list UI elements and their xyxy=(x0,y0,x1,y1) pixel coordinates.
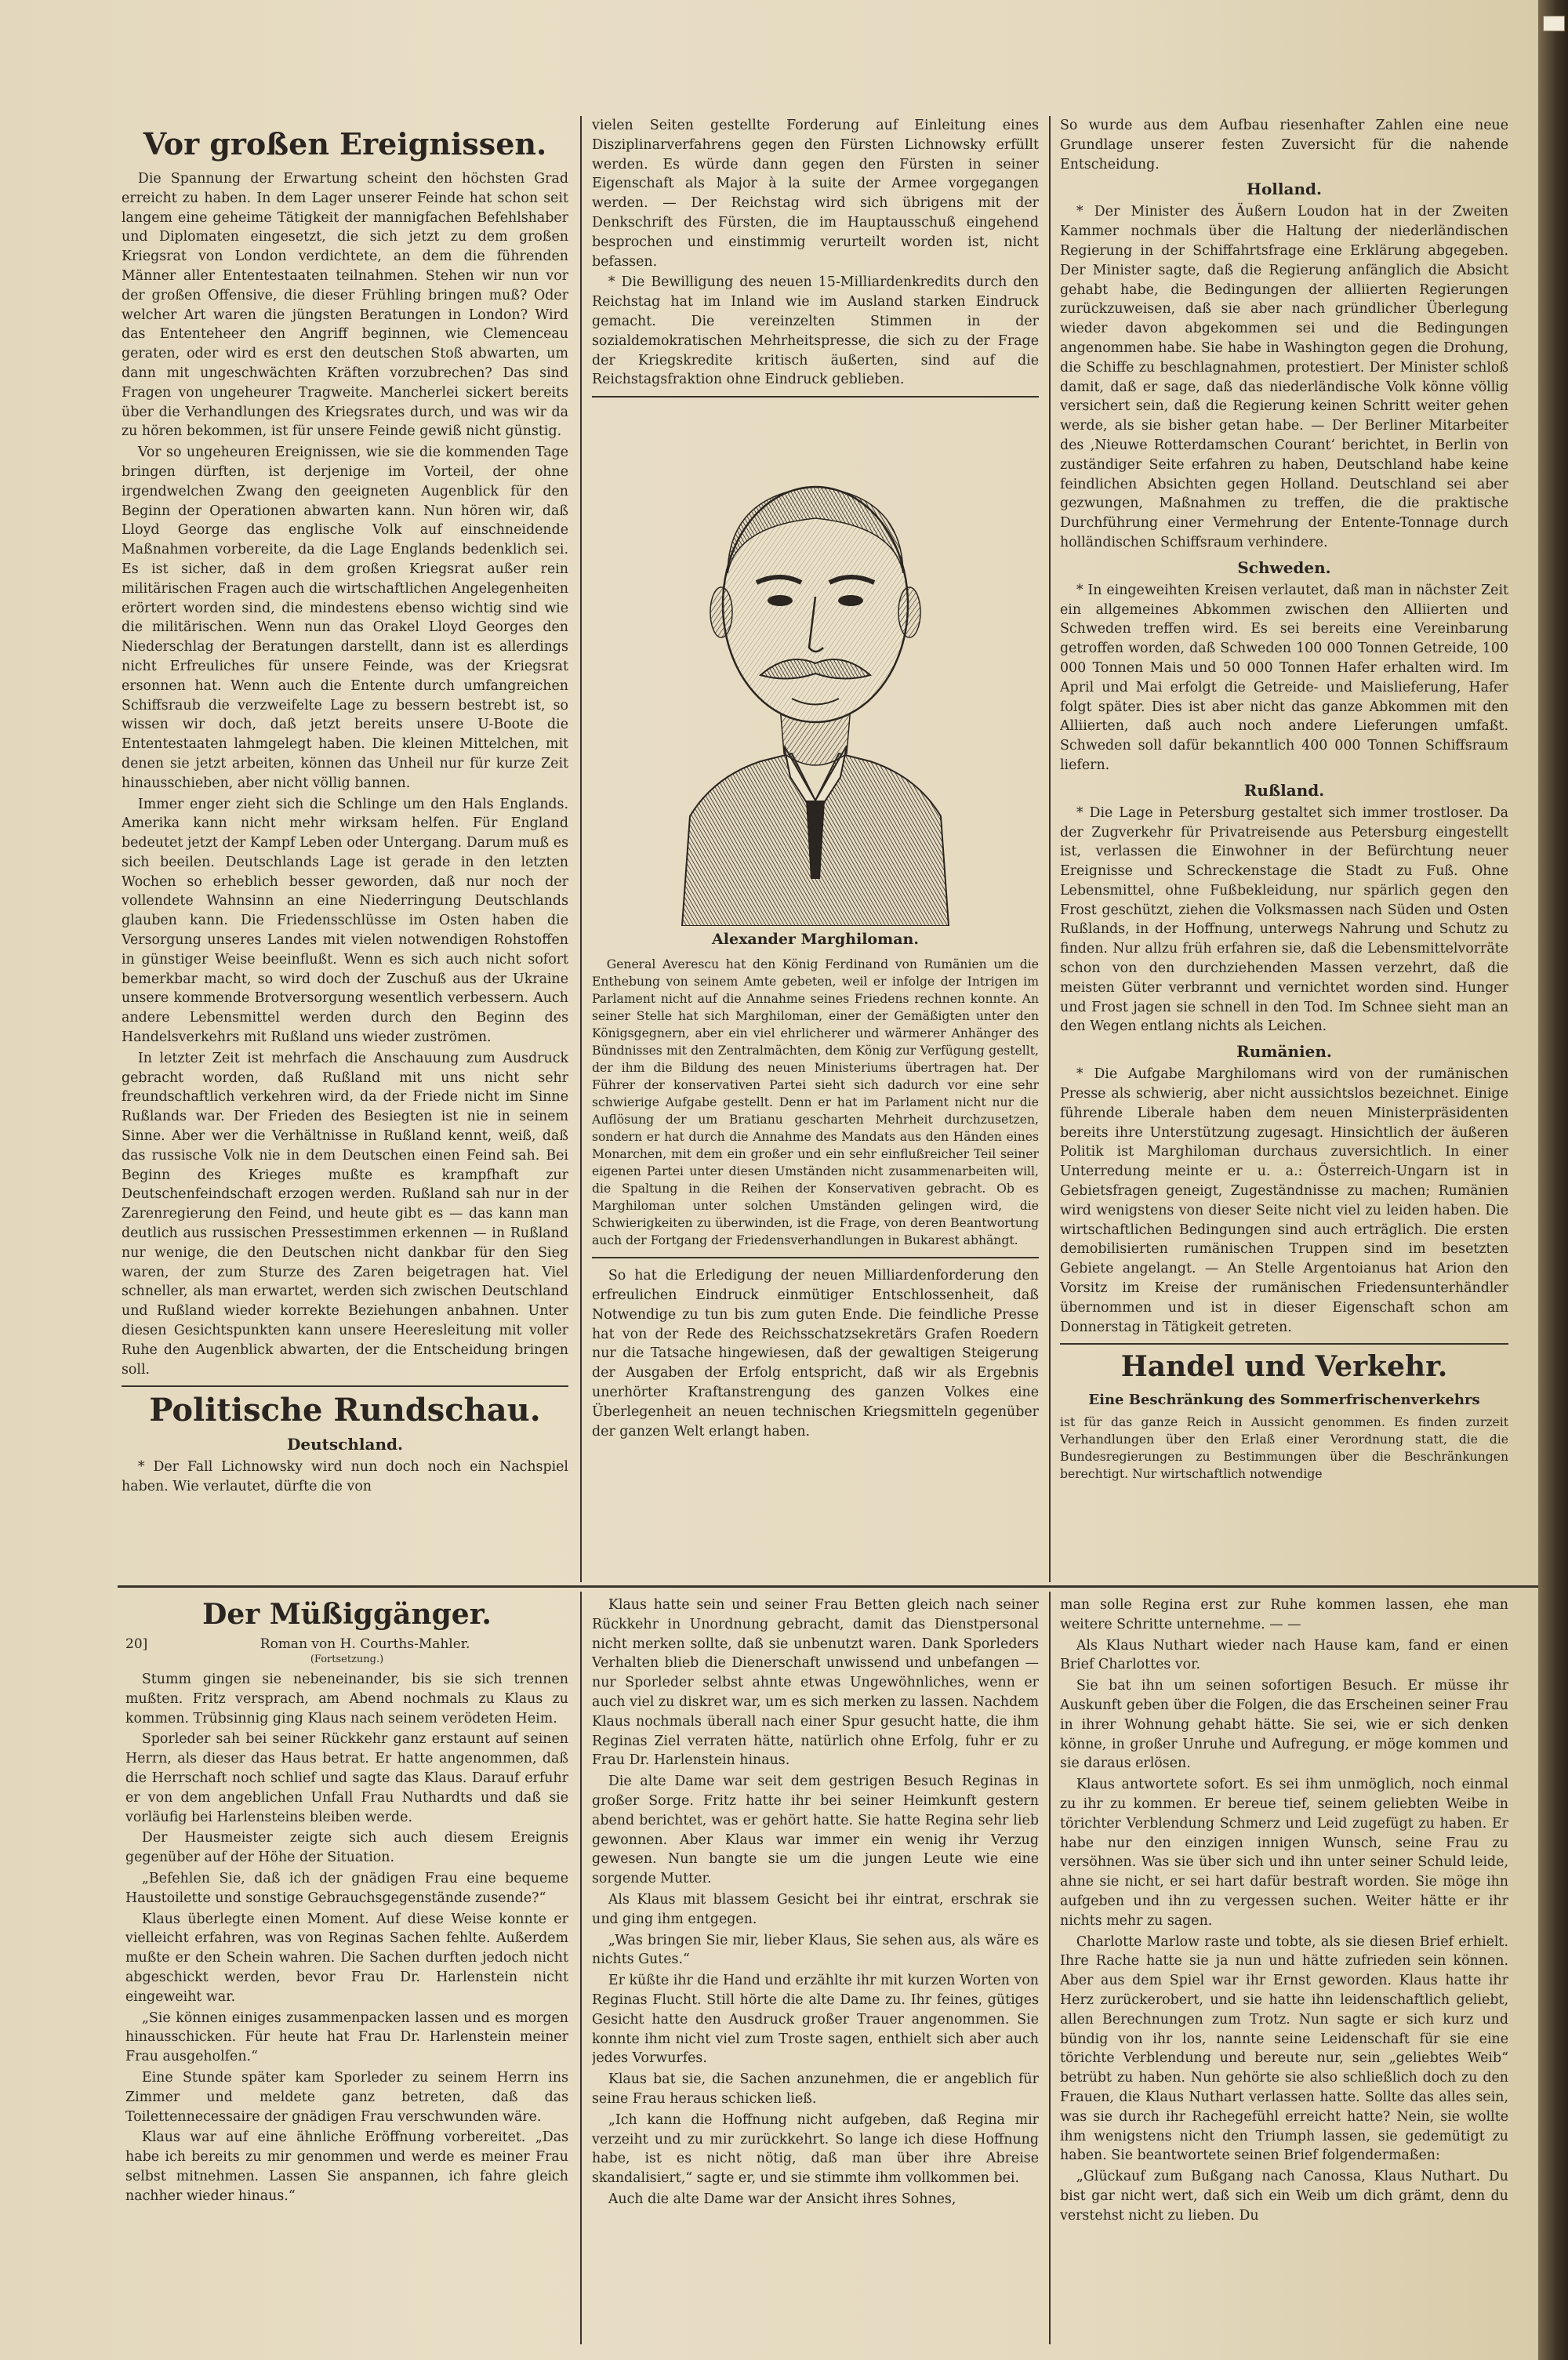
paragraph: Eine Stunde später kam Sporleder zu seinem Herrn ins Zimmer und meldete ganz betreten, daß das Toilettennecessaire der gnädigen Frau verschwunden wäre. xyxy=(125,2069,568,2125)
novel-byline: Roman von H. Courths-Mahler. xyxy=(260,1636,470,1652)
article-heading: Vor großen Ereignissen. xyxy=(143,126,547,162)
paragraph: Als Klaus Nuthart wieder nach Hause kam, fand er einen Brief Charlottes vor. xyxy=(1060,1637,1508,1673)
paragraph: Die alte Dame war seit dem gestrigen Besuch Reginas in großer Sorge. Fritz hatte ihr bei seiner Heimkunft gestern abend berichtet, was er gehört hatte. Sie hatte Regina sehr lieb gewonnen. Aber Klaus war immer ein wenig ihr Verzug gewesen. Nun bangte sie um die jungen Leute wie eine sorgende Mutter. xyxy=(592,1774,1039,1887)
subheading: Eine Beschränkung des Sommerfrischenverkehrs xyxy=(1088,1392,1480,1409)
paragraph: * Die Bewilligung des neuen 15-Milliardenkredits durch den Reichstag hat im Inland wie im Ausland starken Eindruck gemacht. Die vereinzelten Stimmen in der sozialdemokratischen Mehrheitspresse, die sich zu der Frage der Kriegskredite kritisch äußerten, sind auf die Reichstagsfraktion ohne Eindruck geblieben. xyxy=(592,274,1039,388)
paragraph: „Sie können einiges zusammenpacken lassen und es morgen hinausschicken. Für heute hat Frau Dr. Harlenstein meiner Frau ausgeholfen.“ xyxy=(125,2010,568,2065)
paragraph: Auch die alte Dame war der Ansicht ihres Sohnes, xyxy=(608,2191,956,2207)
paragraph: In letzter Zeit ist mehrfach die Anschauung zum Ausdruck gebracht worden, daß Rußland mit uns nicht sehr freundschaftlich verkehren wird, da der Friede nicht im Sinne Rußlands war. Der Frieden des Besiegten ist nie in seinem Sinne. Aber wer die Verhältnisse in Rußland kennt, weiß, daß das russische Volk nie in dem Deutschen einen Feind sah. Bei Beginn des Krieges mußte es krampfhaft zur Deutschenfeindschaft erzogen werden. Rußland sah nur in der Zarenregierung den Feind, und heute gibt es — das kann man deutlich aus russischen Pressestimmen erkennen — in Rußland nur wenige, die den Deutschen nicht dankbar für den Sieg waren, der zum Sturze des Zaren beigetragen hat. Viel schneller, als man erwartet, werden sich zwischen Deutschland und Rußland wieder korrekte Beziehungen anbahnen. Unter diesen Gesichtspunkten kann unsere Heeresleitung mit voller Ruhe den Augenblick abwarten, der die Entscheidung bringen soll. xyxy=(122,1050,568,1378)
section-heading: Politische Rundschau. xyxy=(149,1392,541,1429)
paragraph: „Befehlen Sie, daß ich der gnädigen Frau eine bequeme Haustoilette und sonstige Gebrauchsgegenstände zusende?“ xyxy=(125,1870,568,1906)
subheading-schweden: Schweden. xyxy=(1237,557,1331,577)
paragraph: Klaus überlegte einen Moment. Auf diese Weise konnte er vielleicht erfahren, was von Reginas Sachen fehlte. Außerdem mußte er den Schein wahren. Die Sachen durften jedoch nicht abgeschickt werden, bevor Frau Dr. Harlenstein nicht eingeweiht war. xyxy=(125,1911,568,2005)
paragraph: ist für das ganze Reich in Aussicht genommen. Es finden zurzeit Verhandlungen über den Erlaß einer Verordnung statt, die die Bundesregierungen zu Bestimmungen über die Beschränkungen berechtigt. Nur wirtschaftlich notwendige xyxy=(1060,1415,1508,1482)
paragraph: man solle Regina erst zur Ruhe kommen lassen, ehe man weitere Schritte unternehme. — — xyxy=(1060,1597,1508,1632)
continuation-note: (Fortsetzung.) xyxy=(310,1654,384,1665)
paragraph: So hat die Erledigung der neuen Milliardenforderung den erfreulichen Eindruck einmütiger Entschlossenheit, daß Notwendige zu tun bis zum guten Ende. Die feindliche Presse hat von der Rede des Reichsschatzsekretärs Grafen Roedern nur die Tatsache hingewiesen, daß der gewaltigen Steigerung der Ausgaben der Erfolg entspricht, daß wir als Ergebnis unerhörter Kraftanstrengung des ganzen Volkes eine Überlegenheit an neuen technischen Kriegsmitteln gegenüber der ganzen Welt erlangt haben. xyxy=(592,1268,1039,1440)
book-spine xyxy=(1538,0,1568,2360)
page-tab xyxy=(1543,16,1565,31)
paragraph: „Glückauf zum Bußgang nach Canossa, Klaus Nuthart. Du bist gar nicht wert, daß sich ein Weib um dich grämt, denn du verstehst nicht zu lieben. Du xyxy=(1060,2169,1508,2224)
paragraph: Klaus hatte sein und seiner Frau Betten gleich nach seiner Rückkehr in Unordnung gebracht, damit das Dienstpersonal nicht merken sollte, daß sie unbenutzt waren. Dank Sporleders Verhalten blieb die Dienerschaft unwissend und unbefangen — nur Sporleder selbst ahnte etwas Ungewöhnliches, wenn er auch viel zu diskret war, um es sich merken zu lassen. Nachdem Klaus nochmals überall nach einer Spur gesucht hatte, die ihm Reginas Ziel verraten hätte, natürlich ohne Erfolg, fuhr er zu Frau Dr. Harlenstein hinaus. xyxy=(592,1597,1039,1769)
subheading: Deutschland. xyxy=(287,1435,403,1454)
paragraph: Die Spannung der Erwartung scheint den höchsten Grad erreicht zu haben. In dem Lager unserer Feinde hat schon seit langem eine geheime Tätigkeit der mannigfachen Befehlshaber und Diplomaten eingesetzt, die sich jetzt zu dem großen Kriegsrat von London verdichtete, an dem die führenden Männer aller Ententestaaten teilnahmen. Stehen wir nun vor der großen Offensive, die dieser Frühling bringen muß? Oder welcher Art waren die jüngsten Beratungen in London? Wird das Ententeheer den Angriff beginnen, wie Clemenceau geraten, oder wird es erst den deutschen Stoß abwarten, um dann mit ungeschwächten Kräften vorzubrechen? Das sind Fragen von ungeheurer Tragweite. Mancherlei sickert bereits über die Verhandlungen des Kriegsrates durch, und was wir da zu hören bekommen, ist für unsere Feinde gewiß nicht günstig. xyxy=(122,171,568,440)
paragraph: Sporleder sah bei seiner Rückkehr ganz erstaunt auf seinen Herrn, als dieser das Haus betrat. Er hatte angenommen, daß die Herrschaft noch schlief und sagte das Klaus. Darauf erfuhr er von dem angeblichen Unfall Frau Nuthardts und daß sie vorläufig bei Harlensteins bleiben werde. xyxy=(125,1731,568,1825)
column-3 xyxy=(1060,116,1508,1582)
paragraph: * Der Fall Lichnowsky wird nun doch noch ein Nachspiel haben. Wie verlautet, dürfte die von xyxy=(122,1459,568,1495)
paragraph: Stumm gingen sie nebeneinander, bis sie sich trennen mußten. Fritz versprach, am Abend nochmals zu Klaus zu kommen. Trübsinnig ging Klaus nach seinem verödeten Heim. xyxy=(125,1672,568,1726)
portrait-caption: Alexander Marghiloman. xyxy=(712,931,919,949)
subheading-rumaenien: Rumänien. xyxy=(1236,1042,1332,1062)
paragraph: Klaus war auf eine ähnliche Eröffnung vorbereitet. „Das habe ich bereits zu mir genommen und werde es meiner Frau selbst mitnehmen. Lassen Sie anspannen, ich fahre gleich nachher wieder hinaus.“ xyxy=(125,2129,568,2204)
paragraph: vielen Seiten gestellte Forderung auf Einleitung eines Disziplinarverfahrens gegen den Fürsten Lichnowsky erfüllt werden. Es würde dann gegen den Fürsten in seiner Eigenschaft als Major à la suite der Armee vorgegangen werden. — Der Reichstag wird sich übrigens mit der Denkschrift des Fürsten, die im Hauptausschuß eingehend besprochen und einstimmig verurteilt worden ist, nicht befassen. xyxy=(592,118,1039,270)
paragraph: * Die Aufgabe Marghilomans wird von der rumänischen Presse als schwierig, aber nicht aussichtslos bezeichnet. Einige führende Liberale haben dem neuen Ministerpräsidenten bereits ihre Unterstützung zugesagt. Hinsichtlich der äußeren Politik ist Marghiloman durchaus zuversichtlich. In einer Unterredung meinte er u. a.: Österreich-Ungarn ist in Gebietsfragen geneigt, Zugeständnisse zu machen; Rumänien wird wenigstens von dieser Seite nicht viel zu leiden haben. Die wirtschaftlichen Bedingungen sind auch erträglich. Die ersten demobilisierten rumänischen Truppen sind im besetzten Gebiete angelangt. — An Stelle Argentoianus hat Arion den Vorsitz im Kreise der rumänischen Friedensunterhändler übernommen und ist in dieser Eigenschaft schon am Donnerstag in Tätigkeit getreten. xyxy=(1060,1066,1508,1335)
column-rule xyxy=(1049,1592,1051,2344)
novel-column-1 xyxy=(125,1596,568,2348)
paragraph: Sie bat ihn um seinen sofortigen Besuch. Er müsse ihr Auskunft geben über die Folgen, die das Erscheinen seiner Frau in ihrer Wohnung gehabt hätte. Sie sei, wie er sich denken könne, in großer Unruhe und Aufregung, er möge kommen und sie daraus erlösen. xyxy=(1060,1678,1508,1772)
installment-number: 20] xyxy=(125,1636,148,1652)
paragraph: Klaus bat sie, die Sachen anzunehmen, die er angeblich für seine Frau heraus schicken ließ. xyxy=(592,2071,1039,2107)
paragraph: Klaus antwortete sofort. Es sei ihm unmöglich, noch einmal zu ihr zu kommen. Er bereue tief, seinem geliebten Weibe in törichter Verblendung Schmerz und Leid zugefügt zu haben. Er habe nur den einzigen innigen Wunsch, seine Frau zu versöhnen. Was sie über sich und ihn unter seiner Schuld leide, ahne sie nicht, er sei hart dafür bestraft worden. Sie möge ihn aufgeben und ihn zu vergessen suchen. Weiter hätte er ihr nichts mehr zu sagen. xyxy=(1060,1777,1508,1929)
feuilleton-rule xyxy=(118,1585,1538,1588)
column-rule xyxy=(1049,116,1051,1582)
paragraph: * In eingeweihten Kreisen verlautet, daß man in nächster Zeit ein allgemeines Abkommen zwischen den Alliierten und Schweden treffen wird. Es sei bereits eine Vereinbarung getroffen worden, daß Schweden 100 000 Tonnen Getreide, 100 000 Tonnen Mais und 50 000 Tonnen Hafer erhalten wird. Im April und Mai erfolgt die Getreide- und Maislieferung, Hafer folgt später. Dies ist aber nicht das ganze Abkommen mit den Alliierten, daß auch noch andere Lieferungen umfaßt. Schweden soll dafür bekanntlich 400 000 Tonnen Schiffsraum liefern. xyxy=(1060,582,1508,773)
paragraph: Vor so ungeheuren Ereignissen, wie sie die kommenden Tage bringen dürften, ist derjenige im Vorteil, der ohne irgendwelchen Zwang den geeigneten Augenblick für den Beginn der Operationen abwarten kann. Nun hören wir, daß Lloyd George das englische Volk auf einschneidende Maßnahmen vorbereite, da die Lage Englands bedenklich sei. Es ist sicher, daß in dem großen Kriegsrat außer rein militärischen Fragen auch die wirtschaftlichen Angelegenheiten erörtert worden sind, die mindestens ebenso wichtig sind wie die militärischen. Wenn nun das Orakel Lloyd Georges den Niederschlag der Beratungen darstellt, dann ist es allerdings nicht Erfreuliches für unsere Feinde, was der Kriegsrat ersonnen hat. Wenn auch die Entente durch umfangreichen Schiffsraub die verzweifelte Lage zu bessern bestrebt ist, so wissen wir doch, daß jetzt bereits unsere U-Boote die Ententestaaten lahmgelegt haben. Die kleinen Mittelchen, mit denen sie jetzt arbeiten, können das Unheil nur für kurze Zeit hinausschieben, aber nicht völlig bannen. xyxy=(122,445,568,791)
paragraph: * Der Minister des Äußern Loudon hat in der Zweiten Kammer nochmals über die Haltung der niederländischen Regierung in der Schiffahrtsfrage eine Erklärung abgegeben. Der Minister sagte, daß die Regierung anfänglich die Absicht gehabt habe, die Bedingungen der alliierten Regierungen zurückzuweisen, daß sie aber nach gründlicher Überlegung wieder davon abgekommen sei und die Bedingungen angenommen habe. Sie habe in Washington gegen die Drohung, die Schiffe zu beschlagnahmen, protestiert. Der Minister schloß damit, daß er sage, daß das niederländische Volk könne völlig versichert sein, daß die Regierung keinen Schritt weiter gehen werde, als sie bisher getan habe. — Der Berliner Mitarbeiter des ‚Nieuwe Rotterdamschen Courant‘ berichtet, in Berlin von zuständiger Seite erfahren zu haben, Deutschland habe keine feindlichen Absichten gegen Holland. Deutschland sei aber gezwungen, Maßnahmen zu treffen, die die praktische Durchführung einer Vermehrung der Entente-Tonnage durch holländischen Schiffsraum verhindere. xyxy=(1060,204,1508,550)
paragraph: „Ich kann die Hoffnung nicht aufgeben, daß Regina mir verzeiht und zu mir zurückkehrt. So lange ich diese Hoffnung habe, ist es nicht nötig, daß man über ihre Abreise skandalisiert,“ sagte er, und sie stimmte ihm vollkommen bei. xyxy=(592,2111,1039,2187)
caption-text: General Averescu hat den König Ferdinand von Rumänien um die Enthebung von seinem Amte gebeten, weil er infolge der Intrigen im Parlament nicht auf die Annahme seines Friedens rechnen konnte. An seiner Stelle hat sich Marghiloman, einer der Gemäßigten unter den Königsgegnern, aber ein viel ehrlicherer und wärmerer Anhänger des Bündnisses mit den Zentralmächten, dem König zur Verfügung gestellt, der ihm die Bildung des neuen Ministeriums übertragen hat. Der Führer der konservativen Partei sieht sich dadurch vor eine sehr schwierige Aufgabe gestellt. Denn er hat im Parlament nicht nur die Auflösung der um Bratianu gescharten Mehrheit durchzusetzen, sondern er hat durch die Annahme des Mandats aus den Händen eines Monarchen, mit dem ein großer und ein sehr einflußreicher Teil seiner eigenen Partei unter diesen Umständen nicht zusammenarbeiten will, die Spaltung in die Reihen der Konservativen gebracht. Ob es Marghiloman unter solchen Umständen gelingen wird, die Schwierigkeiten zu überwinden, ist die Frage, von deren Beantwortung auch der Fortgang der Friedensverhandlungen in Bukarest abhängt. xyxy=(592,957,1039,1248)
portrait-illustration xyxy=(666,408,964,926)
paragraph: Er küßte ihr die Hand und erzählte ihr mit kurzen Worten von Reginas Flucht. Still hörte die alte Dame zu. Ihr feines, gütiges Gesicht hatte den Ausdruck großer Trauer angenommen. Sie konnte ihm nicht viel zum Troste sagen, enthielt sich aber auch jedes Vorwurfes. xyxy=(592,1973,1039,2067)
column-rule xyxy=(580,116,582,1582)
novel-column-2 xyxy=(592,1596,1039,2348)
paragraph: „Was bringen Sie mir, lieber Klaus, Sie sehen aus, als wäre es nichts Gutes.“ xyxy=(592,1932,1039,1968)
paragraph: * Die Lage in Petersburg gestaltet sich immer trostloser. Da der Zugverkehr für Privatreisende aus Petersburg eingestellt ist, verlassen die Einwohner in der Befürchtung neuer Ereignisse und Schreckenstage die Stadt zu Fuß. Ohne Lebensmittel, ohne Fußbekleidung, nur spärlich gegen den Frost geschützt, ziehen die Volksmassen nach Süden und Osten Rußlands, in der Hoffnung, unterwegs Nahrung und Schutz zu finden. Nur allzu früh erfahren sie, daß die Lebensmittelvorräte schon von den durchziehenden Massen verzehrt, daß die meisten Güter verbrannt und vernichtet worden sind. Hunger und Frost jagen sie schnell in den Tod. Im Schnee sieht man an den Wegen entlang nichts als Leichen. xyxy=(1060,804,1508,1035)
column-rule xyxy=(580,1592,582,2344)
subheading-holland: Holland. xyxy=(1247,180,1322,199)
paragraph: Der Hausmeister zeigte sich auch diesem Ereignis gegenüber auf der Höhe der Situation. xyxy=(125,1830,568,1866)
paragraph: Immer enger zieht sich die Schlinge um den Hals Englands. Amerika kann nicht mehr wirksam helfen. Für England bedeutet jetzt der Kampf Leben oder Untergang. Darum muß es sich beeilen. Deutschlands Lage ist gerade in den letzten Wochen so erheblich besser geworden, daß nur noch der vollendete Wahnsinn an eine Niederringung Deutschlands glauben kann. Die Friedensschlüsse im Osten haben die Versorgung unseres Landes mit vielen notwendigen Rohstoffen in günstiger Weise beeinflußt. Wenn es sich auch nicht sofort bemerkbar macht, so wird doch der Zuschuß aus der Ukraine unsere kommende Brotversorgung wesentlich verbessern. Auch andere Lebensmittel werden durch den Beginn des Handelsverkehrs mit Rußland uns wieder zuströmen. xyxy=(122,796,568,1046)
paragraph: So wurde aus dem Aufbau riesenhafter Zahlen eine neue Grundlage unserer festen Zuversicht für die nahende Entscheidung. xyxy=(1060,118,1508,172)
column-1 xyxy=(122,125,568,1584)
column-2 xyxy=(592,116,1039,1582)
section-heading-handel: Handel und Verkehr. xyxy=(1120,1350,1448,1384)
subheading-russland: Rußland. xyxy=(1243,780,1325,800)
paragraph: Charlotte Marlow raste und tobte, als sie diesen Brief erhielt. Ihre Rache hatte sie ja nun und hätte zufrieden sein können. Aber aus dem Spiel war ihr Ernst geworden. Klaus hatte ihr Herz zurückerobert, und sie hatte ihn leidenschaftlich geliebt, allen Berechnungen zum Trotz. Nun sagte er sich kurz und bündig von ihr los, nannte seine Leidenschaft für sie eine törichte Verblendung und bereute nur, sein „geliebtes Weib“ betrübt zu haben. Nun gehörte sie also schließlich doch zu den Frauen, die Klaus Nuthart verlassen hatte. Sollte das alles sein, was sie durch ihr Rachegefühl erreicht hatte? Nein, sie wollte ihm wenigstens nicht den Triumph lassen, sie gedemütigt zu haben. Sie beantwortete seinen Brief folgendermaßen: xyxy=(1060,1933,1508,2164)
paragraph: Als Klaus mit blassem Gesicht bei ihr eintrat, erschrak sie und ging ihm entgegen. xyxy=(592,1891,1039,1927)
novel-title: Der Müßiggänger. xyxy=(202,1598,492,1631)
novel-column-3 xyxy=(1060,1596,1508,2348)
